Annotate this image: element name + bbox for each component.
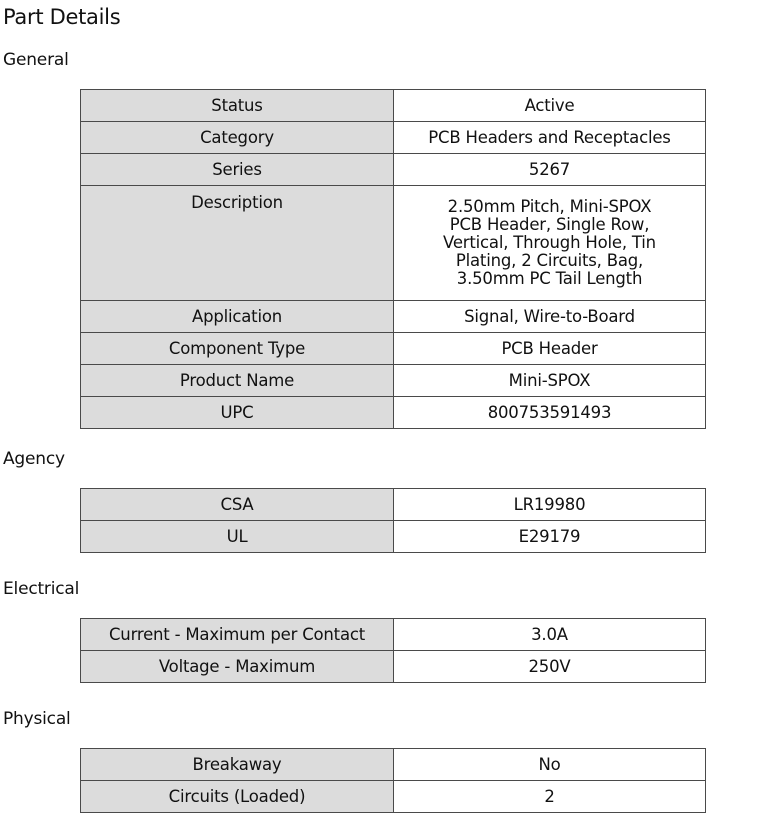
row-label: CSA	[81, 489, 394, 521]
row-label: Circuits (Loaded)	[81, 781, 394, 813]
row-value: Signal, Wire-to-Board	[394, 301, 706, 333]
row-value: 800753591493	[394, 397, 706, 429]
row-label: Breakaway	[81, 749, 394, 781]
row-value: Mini-SPOX	[394, 365, 706, 397]
electrical-table	[80, 618, 706, 683]
table-row	[81, 521, 706, 553]
general-table	[80, 89, 706, 429]
table-row	[81, 90, 706, 122]
row-value: 2.50mm Pitch, Mini-SPOX PCB Header, Single Row, Vertical, Through Hole, Tin Plating, 2 Circuits, Bag, 3.50mm PC Tail Length	[394, 186, 706, 301]
section-title-physical: Physical	[3, 709, 71, 729]
table-row	[81, 619, 706, 651]
table-row	[81, 365, 706, 397]
table-row	[81, 333, 706, 365]
row-label: Description	[81, 186, 394, 301]
section-title-general: General	[3, 50, 69, 70]
page-title: Part Details	[3, 5, 121, 29]
row-label: Current - Maximum per Contact	[81, 619, 394, 651]
row-value: 250V	[394, 651, 706, 683]
table-row	[81, 186, 706, 301]
table-row	[81, 122, 706, 154]
row-value: Active	[394, 90, 706, 122]
row-value: PCB Header	[394, 333, 706, 365]
row-label: Application	[81, 301, 394, 333]
table-row	[81, 301, 706, 333]
row-label: Series	[81, 154, 394, 186]
physical-table	[80, 748, 706, 813]
row-label: UL	[81, 521, 394, 553]
row-label: Category	[81, 122, 394, 154]
table-row	[81, 749, 706, 781]
row-value: 3.0A	[394, 619, 706, 651]
table-row	[81, 489, 706, 521]
row-value: No	[394, 749, 706, 781]
row-label: UPC	[81, 397, 394, 429]
row-value: 2	[394, 781, 706, 813]
row-label: Status	[81, 90, 394, 122]
row-value: LR19980	[394, 489, 706, 521]
table-row	[81, 397, 706, 429]
table-row	[81, 781, 706, 813]
row-value: 5267	[394, 154, 706, 186]
agency-table	[80, 488, 706, 553]
row-label: Component Type	[81, 333, 394, 365]
table-row	[81, 651, 706, 683]
row-value: PCB Headers and Receptacles	[394, 122, 706, 154]
row-value: E29179	[394, 521, 706, 553]
row-label: Product Name	[81, 365, 394, 397]
table-row	[81, 154, 706, 186]
section-title-agency: Agency	[3, 449, 65, 469]
row-label: Voltage - Maximum	[81, 651, 394, 683]
section-title-electrical: Electrical	[3, 579, 80, 599]
